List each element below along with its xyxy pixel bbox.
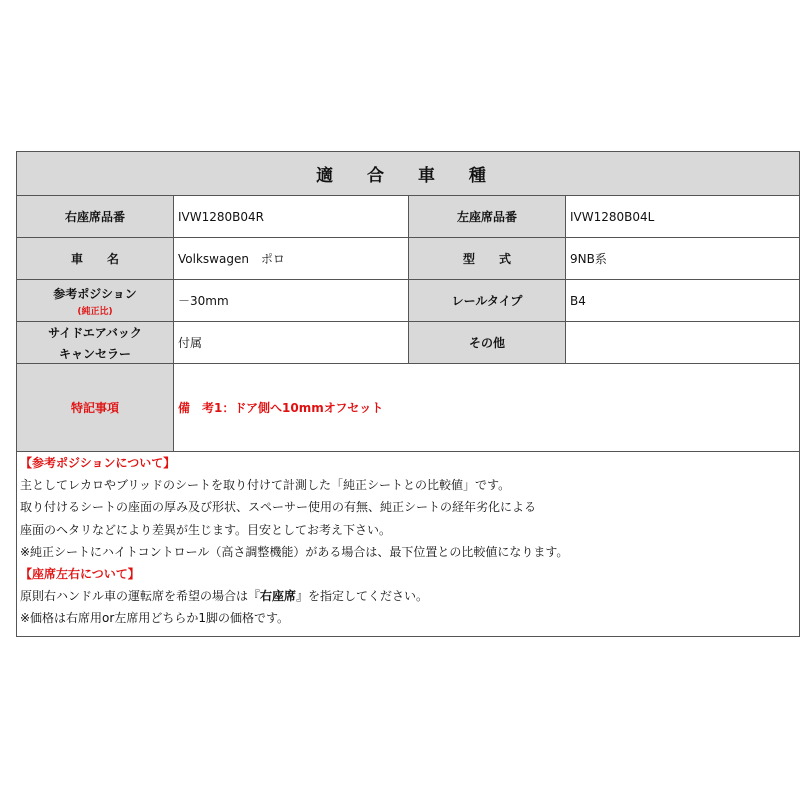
model-label: 型 式 — [409, 238, 566, 280]
notes-heading-reference-position: 【参考ポジションについて】 — [20, 456, 176, 470]
model-value: 9NB系 — [566, 238, 800, 280]
side-airbag-label-cell — [17, 322, 174, 364]
note-line: 座面のヘタリなどにより差異が生じます。目安としてお考え下さい。 — [20, 522, 392, 537]
note-line: ※価格は右席用or左席用どちらか1脚の価格です。 — [20, 611, 290, 626]
side-airbag-label-line2: キャンセラー — [58, 346, 131, 361]
other-label: その他 — [409, 322, 566, 364]
note-line: ※純正シートにハイトコントロール（高さ調整機能）がある場合は、最下位置との比較値になります。 — [20, 544, 569, 559]
notes-heading-seat-side: 【座席左右について】 — [20, 567, 140, 582]
vehicle-value: Volkswagen ポロ — [174, 238, 409, 280]
side-airbag-value: 付属 — [174, 322, 409, 364]
note-line-seat-instruction — [17, 585, 799, 607]
fitment-table — [16, 151, 800, 637]
rail-type-label: レールタイプ — [409, 280, 566, 322]
left-seat-value: IVW1280B04L — [566, 196, 800, 238]
note-text: 原則右ハンドル車の運転席を希望の場合は『 — [20, 589, 261, 604]
right-seat-value: IVW1280B04R — [174, 196, 409, 238]
note-line: 取り付けるシートの座面の厚み及び形状、スペーサー使用の有無、純正シートの経年劣化による — [20, 500, 537, 515]
ref-position-sublabel: (純正比) — [77, 306, 113, 317]
right-seat-label: 右座席品番 — [17, 196, 174, 238]
special-notes-value: 備 考1：ドア側へ10mmオフセット — [174, 364, 800, 452]
ref-position-label: 参考ポジション — [53, 286, 137, 301]
vehicle-label: 車 名 — [17, 238, 174, 280]
note-text: 』を指定してください。 — [296, 589, 429, 604]
table-title: 適 合 車 種 — [17, 152, 800, 196]
side-airbag-label-line1: サイドエアバック — [48, 325, 142, 340]
left-seat-label: 左座席品番 — [409, 196, 566, 238]
note-line: 主としてレカロやブリッドのシートを取り付けて計測した「純正シートとの比較値」です。 — [20, 478, 511, 493]
ref-position-label-cell — [17, 280, 174, 322]
other-value — [566, 322, 800, 364]
note-emphasis-right-seat: 右座席 — [260, 589, 297, 604]
rail-type-value: B4 — [566, 280, 800, 322]
notes-section — [17, 452, 800, 637]
special-notes-label: 特記事項 — [17, 364, 174, 452]
ref-position-value: －30mm — [174, 280, 409, 322]
